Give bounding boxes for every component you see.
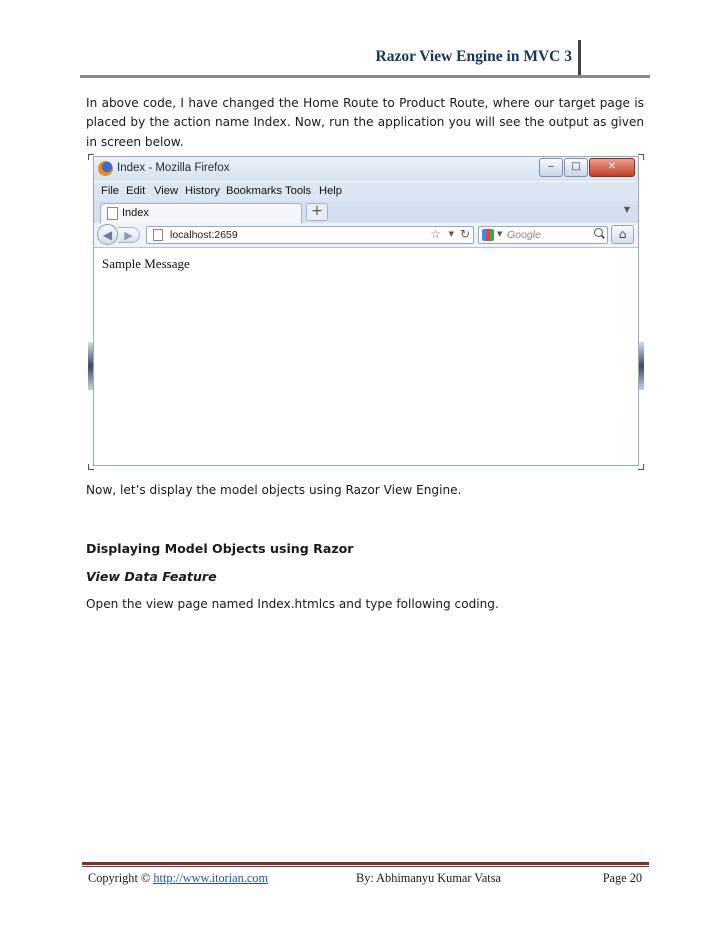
firefox-logo-icon xyxy=(98,161,113,176)
tab-label: Index xyxy=(122,207,149,219)
title-bar xyxy=(94,157,638,181)
page-viewport xyxy=(94,248,638,465)
search-engine-dropdown-icon[interactable]: ▼ xyxy=(497,230,503,238)
instruction-paragraph: Open the view page named Index.htmlcs and type following coding. xyxy=(86,597,499,611)
page-number: Page 20 xyxy=(602,871,642,885)
footer-author: By: Abhimanyu Kumar Vatsa xyxy=(356,871,501,885)
back-button[interactable]: ◀ xyxy=(97,224,118,245)
intro-paragraph: In above code, I have changed the Home Route to Product Route, where our target page is placed by the action name Index. Now, run the application you will see the output as given in screen below. xyxy=(86,96,644,149)
page-icon xyxy=(153,229,163,241)
search-placeholder: Google xyxy=(507,229,541,241)
menu-bookmarks[interactable]: Bookmarks xyxy=(226,185,282,197)
footer-rule-thin xyxy=(82,866,649,867)
search-bar[interactable] xyxy=(478,226,608,244)
footer-rule xyxy=(82,862,649,865)
tab-strip xyxy=(94,201,638,223)
new-tab-button[interactable]: + xyxy=(306,203,328,221)
copyright-text: Copyright © xyxy=(88,871,151,885)
tab-index[interactable] xyxy=(100,203,302,223)
url-dropdown-icon[interactable]: ▼ xyxy=(448,230,454,238)
menu-history[interactable]: History xyxy=(185,185,220,197)
close-button[interactable]: ✕ xyxy=(589,158,635,177)
header-vertical-rule xyxy=(578,40,581,75)
reload-icon[interactable]: ↻ xyxy=(459,227,470,241)
subsection-heading: View Data Feature xyxy=(86,569,217,584)
menu-view[interactable]: View xyxy=(154,185,179,197)
browser-screenshot xyxy=(88,154,644,470)
google-icon[interactable] xyxy=(482,229,494,241)
address-bar[interactable] xyxy=(146,226,474,244)
menu-edit[interactable]: Edit xyxy=(126,185,146,197)
home-button[interactable]: ⌂ xyxy=(611,225,634,244)
menu-help[interactable]: Help xyxy=(319,185,343,197)
page-content-text: Sample Message xyxy=(102,256,190,271)
menu-file[interactable]: File xyxy=(101,185,120,197)
minimize-button[interactable]: ‒ xyxy=(539,158,563,177)
url-text: localhost:2659 xyxy=(170,229,238,241)
navigation-bar xyxy=(94,223,638,248)
section-heading: Displaying Model Objects using Razor xyxy=(86,541,354,556)
bookmark-star-icon[interactable]: ☆ xyxy=(430,227,441,241)
transition-paragraph: Now, let’s display the model objects using Razor View Engine. xyxy=(86,483,462,497)
page-header-title: Razor View Engine in MVC 3 xyxy=(375,48,572,65)
header-rule xyxy=(80,75,650,78)
window-title: Index - Mozilla Firefox xyxy=(117,162,230,174)
menu-tools[interactable]: Tools xyxy=(285,185,312,197)
footer-copyright xyxy=(88,871,268,886)
page-icon xyxy=(107,207,118,220)
maximize-button[interactable]: □ xyxy=(564,158,588,177)
search-icon[interactable] xyxy=(594,228,603,237)
browser-window xyxy=(93,156,639,466)
tab-list-arrow-icon[interactable]: ▼ xyxy=(623,205,630,214)
footer-link[interactable]: http://www.itorian.com xyxy=(153,871,269,885)
forward-button[interactable]: ▶ xyxy=(118,227,140,243)
menu-bar xyxy=(94,182,638,201)
